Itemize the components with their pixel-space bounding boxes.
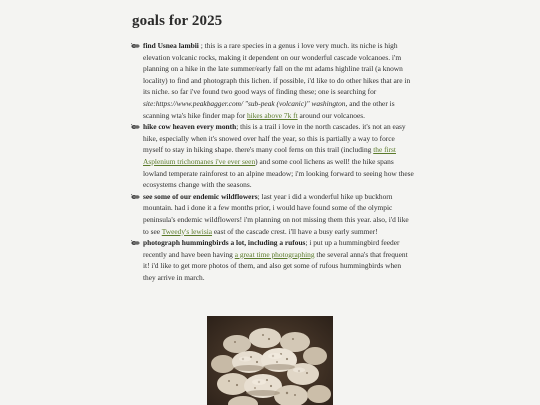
mushroom-photo [207,316,333,405]
goal-description: , and the other is scanning wta's hike finder map for [143,98,395,120]
mushroom-cluster-photo [207,316,333,405]
goal-link[interactable]: a great time photographing [234,249,315,259]
search-query-text: site:https://www.peakbagger.com/ "sub-peak (volcanic)" washington [143,98,346,108]
goal-title: hike cow heaven every month [143,122,237,132]
moth-icon [131,43,140,49]
goal-description: east of the cascade crest. i'll have a busy early summer! [212,226,378,236]
goal-item [131,191,415,237]
goal-description: ; this is a rare species in a genus i love very much. its niche is high elevation volcanic rocks, making it dependent on our wonderful cascade volcanoes. i'm planning on a hike in the late summer/early fall on the mt adams highline trail (a known locality) to find and photograph this lichen. if possible, i'd like to do other hikes that are in its niche. so far i've found two good ways of finding these; one is searching for [143,41,411,97]
goal-item [131,121,415,191]
goal-description: around our volcanoes. [297,110,365,120]
goal-description: ; last year i did a wonderful hike up buckhorn mountain. had i done it a few months prior, i would have found some of the olympic peninsula's endemic wildflowers! i'm planning on not missing them this year. also, i'd like to see [143,191,409,236]
goal-title: find Usnea lambii [143,41,199,50]
goal-description: ; this is a trail i love in the north cascades. it's not an easy hike, especially when it's snowed over half the year, so this is partially a way to force myself to stay in hiking shape. there's many cool ferns on this trail (including [143,122,406,155]
goal-link[interactable]: the first Asplenium trichomanes i've ever seen [143,145,396,166]
goal-title: photograph hummingbirds a lot, including a rufous [143,238,306,248]
goal-link[interactable]: Tweedy's lewisia [161,226,213,236]
goal-description: ) and some cool lichens as well! the hike spans lowland temperate rainforest to an alpine meadow; i'm looking forward to seeing how these ecosystems change with the seasons. [143,156,414,190]
goal-item [131,40,415,121]
goal-description: the several anna's that frequent it! i'd like to get more photos of them, and also get some of rufous hummingbirds when they arrive in march. [143,249,408,282]
goal-link[interactable]: hikes above 7k ft [246,110,298,120]
goal-item [131,237,415,283]
page-title: goals for 2025 [132,13,223,29]
goal-description: ; i put up a hummingbird feeder recently and have been having [143,238,400,259]
moth-icon [131,194,140,200]
moth-icon [131,240,140,246]
moth-icon [131,124,140,130]
goals-list [131,40,415,283]
goal-title: see some of our endemic wildflowers [143,191,258,201]
